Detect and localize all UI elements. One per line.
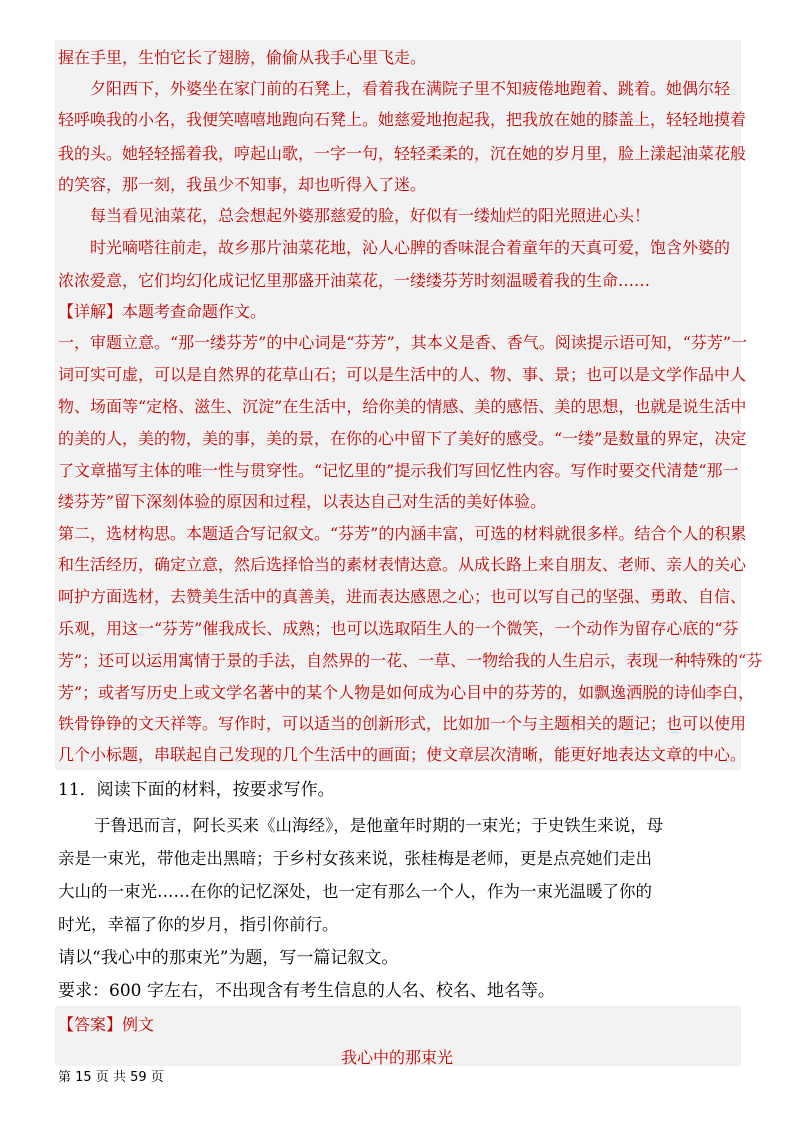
analysis-line: 乐观，用这一“芬芳”催我成长、成熟；也可以选取陌生人的一个微笑，一个动作为留存心底的“芬 xyxy=(58,619,739,638)
analysis-heading: 【详解】本题考查命题作文。 xyxy=(58,302,267,321)
analysis-line: 物、场面等“定格、滋生、沉淀”在生活中，给你美的情感、美的感悟、美的思想，也就是说生活中 xyxy=(58,397,747,416)
answer-label: 【答案】例文 xyxy=(58,1015,155,1034)
page-number: 第 15 页 共 59 页 xyxy=(58,1070,164,1085)
analysis-line: 一，审题立意。“那一缕芬芳”的中心词是“芬芳”，其本义是香、香气。阅读提示语可知，“芬芳”一 xyxy=(58,333,748,352)
analysis-line: 第二，选材构思。本题适合写记叙文。“芬芳”的内涵丰富，可选的材料就很多样。结合个人的积累 xyxy=(58,524,747,543)
essay-paragraph-line: 时光嘀嗒往前走，故乡那片油菜花地，沁人心脾的香味混合着童年的天真可爱，饱含外婆的 xyxy=(90,238,731,257)
question-number-line: 11．阅读下面的材料，按要求写作。 xyxy=(58,780,335,800)
analysis-line: 缕芬芳”留下深刻体验的原因和过程，以表达自己对生活的美好体验。 xyxy=(58,492,547,511)
analysis-line: 了文章描写主体的唯一性与贯穿性。“记忆里的”提示我们写回忆性内容。写作时要交代清楚“那一 xyxy=(58,461,739,480)
essay-paragraph-line: 每当看见油菜花，总会想起外婆那慈爱的脸，好似有一缕灿烂的阳光照进心头！ xyxy=(90,206,651,225)
analysis-line: 词可实可虚，可以是自然界的花草山石；可以是生活中的人、物、事、景；也可以是文学作品中人 xyxy=(58,365,747,384)
analysis-line: 芳”；还可以运用寓情于景的手法，自然界的一花、一草、一物给我的人生启示，表现一种特殊的“芬 xyxy=(58,651,763,670)
essay-paragraph-line: 我的头。她轻轻摇着我，哼起山歌，一字一句，轻轻柔柔的，沉在她的岁月里，脸上漾起油菜花般 xyxy=(58,144,747,163)
writing-prompt: 请以“我心中的那束光”为题，写一篇记叙文。 xyxy=(58,948,399,968)
essay-paragraph-line: 的笑容，那一刻，我虽少不知事，却也听得入了迷。 xyxy=(58,175,427,194)
analysis-line: 的美的人，美的物，美的事，美的景，在你的心中留下了美好的感受。“一缕”是数量的界定，决定 xyxy=(58,429,747,448)
material-line: 大山的一束光……在你的记忆深处，也一定有那么一个人，作为一束光温暖了你的 xyxy=(58,882,652,901)
writing-requirement: 要求：600 字左右，不出现含有考生信息的人名、校名、地名等。 xyxy=(58,981,555,1001)
material-line: 时光，幸福了你的岁月，指引你前行。 xyxy=(58,915,339,934)
analysis-line: 几个小标题，串联起自己发现的几个生活中的画面；使文章层次清晰，能更好地表达文章的中心。 xyxy=(58,745,747,764)
essay-line: 握在手里，生怕它长了翅膀，偷偷从我手心里飞走。 xyxy=(58,48,427,67)
essay-paragraph-line: 夕阳西下，外婆坐在家门前的石凳上，看着我在满院子里不知疲倦地跑着、跳着。她偶尔轻 xyxy=(90,79,731,98)
essay-paragraph-line: 轻呼唤我的小名，我便笑嘻嘻地跑向石凳上。她慈爱地抱起我，把我放在她的膝盖上，轻轻地摸着 xyxy=(58,110,747,129)
analysis-line: 和生活经历，确定立意，然后选择恰当的素材表情达意。从成长路上来自朋友、老师、亲人的关心 xyxy=(58,555,747,574)
material-line: 于鲁迅而言，阿长买来《山海经》，是他童年时期的一束光；于史铁生来说，母 xyxy=(94,816,664,835)
analysis-line: 铁骨铮铮的文天祥等。写作时，可以适当的创新形式，比如加一个与主题相关的题记；也可以使用 xyxy=(58,714,747,733)
essay-title: 我心中的那束光 xyxy=(340,1048,453,1067)
analysis-line: 呵护方面选材，去赞美生活中的真善美，进而表达感恩之心；也可以写自己的坚强、勇敢、自信、 xyxy=(58,587,747,606)
analysis-line: 芳”；或者写历史上或文学名著中的某个人物是如何成为心目中的芬芳的，如飘逸洒脱的诗仙李白， xyxy=(58,683,755,702)
material-line: 亲是一束光，带他走出黑暗；于乡村女孩来说，张桂梅是老师，更是点亮她们走出 xyxy=(58,849,652,868)
essay-paragraph-line: 浓浓爱意，它们均幻化成记忆里那盛开油菜花，一缕缕芬芳时刻温暖着我的生命…… xyxy=(58,271,651,290)
